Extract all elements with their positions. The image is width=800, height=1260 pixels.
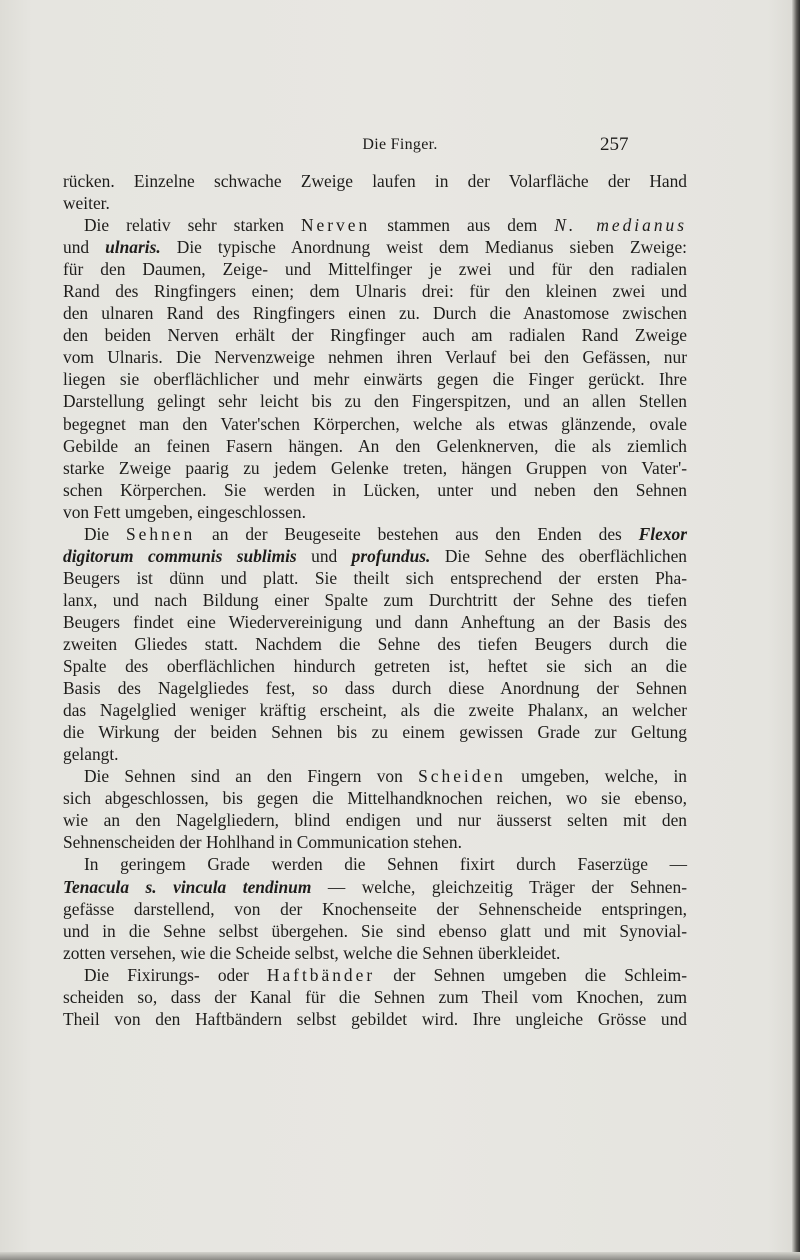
text-run: umgeben, welche, in xyxy=(505,766,687,787)
text-run: der Sehnen umgeben die Schleim- xyxy=(375,964,687,985)
text-run: Theil von den Haftbändern selbst gebildet wird. Ihre ungleiche Grösse und xyxy=(63,1008,687,1029)
text-line xyxy=(63,721,687,743)
running-title: Die Finger. xyxy=(362,136,438,153)
text-run: vom Ulnaris. Die Nervenzweige nehmen ihren Verlauf bei den Gefässen, nur xyxy=(63,347,687,368)
text-run: Basis des Nagelgliedes fest, so dass durch diese Anordnung der Sehnen xyxy=(63,678,687,699)
text-line xyxy=(63,743,687,765)
text-run: Rand des Ringfingers einen; dem Ulnaris drei: für den kleinen zwei und xyxy=(63,281,687,302)
text-run: und in die Sehne selbst übergehen. Sie sind ebenso glatt und mit Synovial- xyxy=(63,920,687,941)
text-run: schen Körperchen. Sie werden in Lücken, unter und neben den Sehnen xyxy=(63,479,687,500)
text-run: rücken. Einzelne schwache Zweige laufen in der Volarfläche der Hand xyxy=(63,171,687,191)
text-run: Spalte des oberflächlichen hindurch getreten ist, heftet sie sich an die xyxy=(63,656,687,677)
text-run: Beugers ist dünn und platt. Sie theilt sich entsprechend der ersten Pha- xyxy=(63,567,687,588)
page-edge-shadow xyxy=(792,0,800,1260)
text-line xyxy=(63,655,687,677)
text-run: Tenacula s. vincula tendinum xyxy=(63,876,312,897)
text-run: weiter. xyxy=(63,193,110,214)
text-run: liegen sie oberflächlicher und mehr einwärts gegen die Finger gerückt. Ihre xyxy=(63,369,687,390)
text-line xyxy=(63,368,687,390)
text-line xyxy=(63,853,687,875)
text-run: Flexor xyxy=(638,523,687,544)
text-run: lanx, und nach Bildung einer Spalte zum Durchtritt der Sehne des tiefen xyxy=(63,589,687,610)
text-run: an der Beugeseite bestehen aus den Enden des xyxy=(195,523,639,544)
text-run: Beugers findet eine Wiedervereinigung und dann Anheftung an der Basis des xyxy=(63,611,687,632)
text-run: profundus. xyxy=(351,545,431,566)
text-line xyxy=(63,413,687,435)
text-run: Die Sehnen sind an den Fingern von xyxy=(84,766,419,787)
text-run: den beiden Nerven erhält der Ringfinger auch am radialen Rand Zweige xyxy=(63,325,687,346)
text-line xyxy=(63,765,687,787)
text-line xyxy=(63,214,687,236)
text-run: Die typische Anordnung weist dem Medianus sieben Zweige: xyxy=(160,237,687,258)
text-run: In geringem Grade werden die Sehnen fixirt durch Faserzüge — xyxy=(84,854,687,875)
page-number: 257 xyxy=(600,134,629,155)
text-run: wie an den Nagelgliedern, blind endigen und nur äusserst selten mit den xyxy=(63,810,687,831)
text-line xyxy=(63,324,687,346)
page-header xyxy=(0,136,800,162)
text-run: und xyxy=(296,545,352,566)
text-line xyxy=(63,390,687,412)
text-line xyxy=(63,501,687,523)
text-line xyxy=(63,633,687,655)
text-line xyxy=(63,787,687,809)
text-run: Haftbänder xyxy=(266,964,376,985)
text-line xyxy=(63,876,687,898)
text-run: gelangt. xyxy=(63,744,119,765)
text-line xyxy=(63,457,687,479)
text-run: den ulnaren Rand des Ringfingers einen zu. Durch die Anastomose zwischen xyxy=(63,303,687,324)
text-line xyxy=(63,699,687,721)
text-run: digitorum communis sublimis xyxy=(63,545,297,566)
text-line xyxy=(63,170,687,192)
text-run: von Fett umgeben, eingeschlossen. xyxy=(63,501,306,522)
text-line xyxy=(63,236,687,258)
text-run: für den Daumen, Zeige- und Mittelfinger je zwei und für den radialen xyxy=(63,259,687,280)
text-line xyxy=(63,589,687,611)
text-run: starke Zweige paarig zu jedem Gelenke treten, hängen Gruppen von Vater'- xyxy=(63,457,687,478)
text-run: — welche, gleichzeitig Träger der Sehnen- xyxy=(311,876,687,897)
page-bottom-edge xyxy=(0,1252,800,1260)
text-line xyxy=(63,964,687,986)
text-run: und xyxy=(63,237,106,258)
text-line xyxy=(63,920,687,942)
text-run: Die xyxy=(84,523,126,544)
text-line xyxy=(63,809,687,831)
text-line xyxy=(63,677,687,699)
text-run: zotten versehen, wie die Scheide selbst, welche die Sehnen überkleidet. xyxy=(63,942,561,963)
text-line xyxy=(63,567,687,589)
text-run: stammen aus dem xyxy=(370,215,555,236)
text-run: N. medianus xyxy=(554,215,687,236)
text-run: Die Fixirungs- oder xyxy=(84,964,267,985)
text-run: Darstellung gelingt sehr leicht bis zu den Fingerspitzen, und an allen Stellen xyxy=(63,391,687,412)
text-run: Die Sehne des oberflächlichen xyxy=(430,545,687,566)
text-run: Gebilde an feinen Fasern hängen. An den Gelenknerven, die als ziemlich xyxy=(63,435,687,456)
text-line xyxy=(63,942,687,964)
text-run: Nerven xyxy=(300,215,371,236)
text-run: scheiden so, dass der Kanal für die Sehnen zum Theil vom Knochen, zum xyxy=(63,986,687,1007)
text-line xyxy=(63,479,687,501)
text-run: ulnaris. xyxy=(105,237,161,258)
text-run: begegnet man den Vater'schen Körperchen, welche als etwas glänzende, ovale xyxy=(63,413,687,434)
text-line xyxy=(63,280,687,302)
text-line xyxy=(63,192,687,214)
text-run: Sehnen xyxy=(125,523,196,544)
text-line xyxy=(63,545,687,567)
text-line xyxy=(63,346,687,368)
body-text xyxy=(63,170,687,1030)
text-line xyxy=(63,831,687,853)
text-line xyxy=(63,986,687,1008)
text-run: gefässe darstellend, von der Knochenseite der Sehnenscheide entspringen, xyxy=(63,898,687,919)
text-run: Die relativ sehr starken xyxy=(84,215,301,236)
text-line xyxy=(63,1008,687,1030)
text-run: die Wirkung der beiden Sehnen bis zu einem gewissen Grade zur Geltung xyxy=(63,722,687,743)
text-run: Scheiden xyxy=(418,766,506,787)
text-line xyxy=(63,302,687,324)
text-line xyxy=(63,258,687,280)
text-line xyxy=(63,898,687,920)
text-line xyxy=(63,611,687,633)
text-line xyxy=(63,435,687,457)
text-run: Sehnenscheiden der Hohlhand in Communication stehen. xyxy=(63,832,462,853)
text-run: zweiten Gliedes statt. Nachdem die Sehne des tiefen Beugers durch die xyxy=(63,633,687,654)
text-line xyxy=(63,523,687,545)
text-run: sich abgeschlossen, bis gegen die Mittelhandknochen reichen, wo sie ebenso, xyxy=(63,788,687,809)
text-run: das Nagelglied weniger kräftig erscheint, als die zweite Phalanx, an welcher xyxy=(63,700,687,721)
